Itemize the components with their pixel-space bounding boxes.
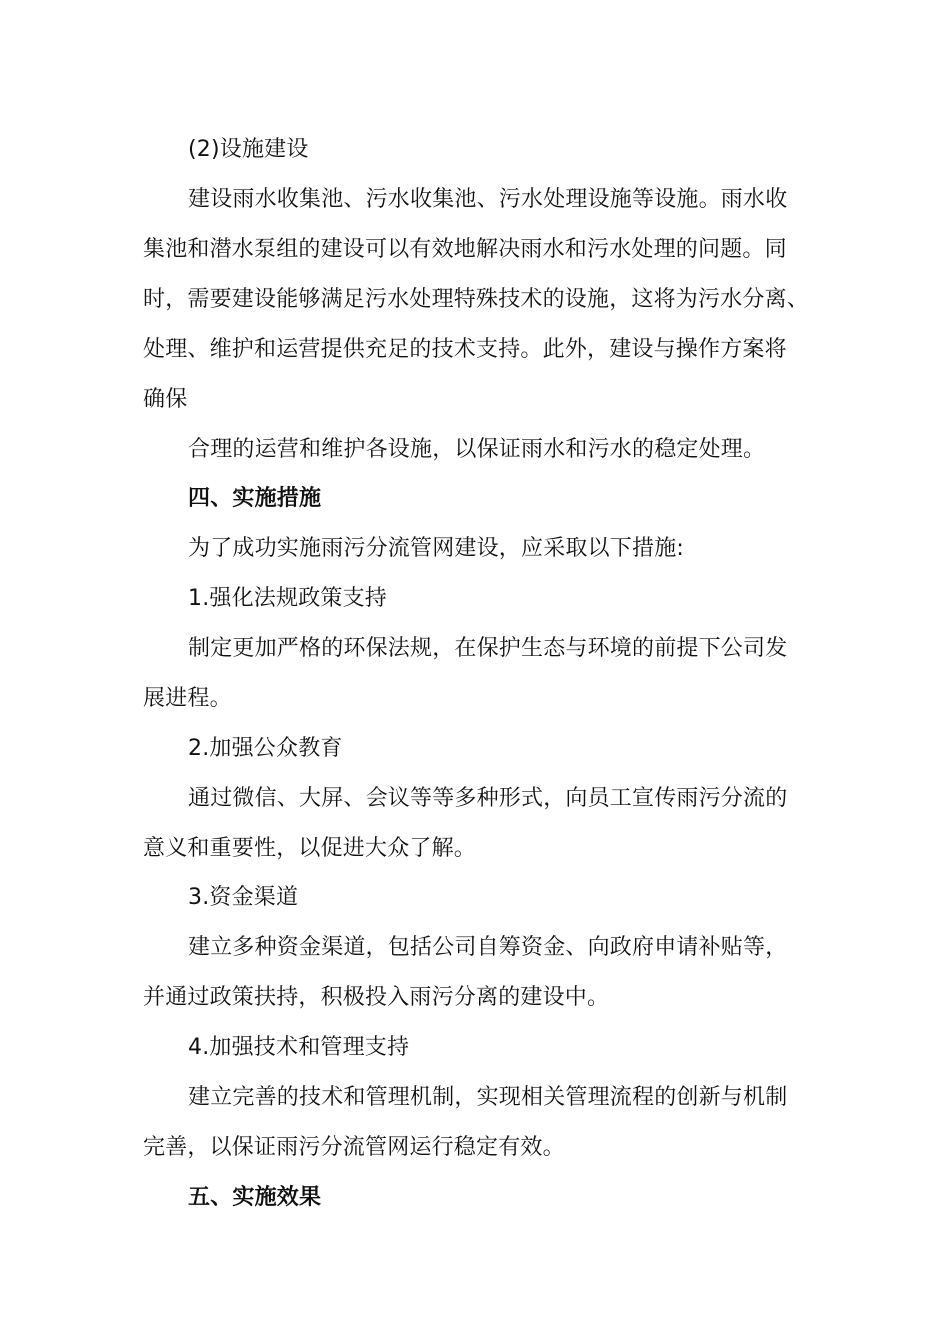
measure-1-title: 1.强化法规政策支持 [188, 586, 387, 611]
measure-3-line-1: 建立多种资金渠道，包括公司自筹资金、向政府申请补贴等， [188, 935, 788, 960]
measure-4-line-1: 建立完善的技术和管理机制，实现相关管理流程的创新与机制 [188, 1085, 788, 1110]
measure-4-line-2: 完善，以保证雨污分流管网运行稳定有效。 [143, 1135, 565, 1160]
measure-1-line-2: 展进程。 [143, 686, 232, 711]
facility-paragraph-line-2: 集池和潜水泵组的建设可以有效地解决雨水和污水处理的问题。同 [143, 237, 787, 262]
section-5-heading: 五、实施效果 [188, 1185, 322, 1210]
measure-4-title: 4.加强技术和管理支持 [188, 1035, 410, 1060]
measure-1-line-1: 制定更加严格的环保法规，在保护生态与环境的前提下公司发 [188, 636, 788, 661]
facility-subheading: (2)设施建设 [188, 137, 309, 162]
facility-paragraph-2: 合理的运营和维护各设施，以保证雨水和污水的稳定处理。 [188, 437, 766, 462]
facility-paragraph-line-1: 建设雨水收集池、污水收集池、污水处理设施等设施。雨水收 [188, 187, 788, 212]
measure-2-line-1: 通过微信、大屏、会议等等多种形式，向员工宣传雨污分流的 [188, 786, 788, 811]
facility-paragraph-line-3: 时，需要建设能够满足污水处理特殊技术的设施，这将为污水分离、 [143, 287, 810, 312]
measure-2-title: 2.加强公众教育 [188, 736, 343, 761]
section-4-intro: 为了成功实施雨污分流管网建设，应采取以下措施: [188, 536, 685, 561]
measure-3-title: 3.资金渠道 [188, 885, 299, 910]
measure-2-line-2: 意义和重要性，以促进大众了解。 [143, 836, 477, 861]
facility-paragraph-line-4: 处理、维护和运营提供充足的技术支持。此外，建设与操作方案将 [143, 337, 787, 362]
facility-paragraph-line-5: 确保 [143, 387, 188, 412]
section-4-heading: 四、实施措施 [188, 486, 322, 511]
measure-3-line-2: 并通过政策扶持，积极投入雨污分离的建设中。 [143, 985, 610, 1010]
